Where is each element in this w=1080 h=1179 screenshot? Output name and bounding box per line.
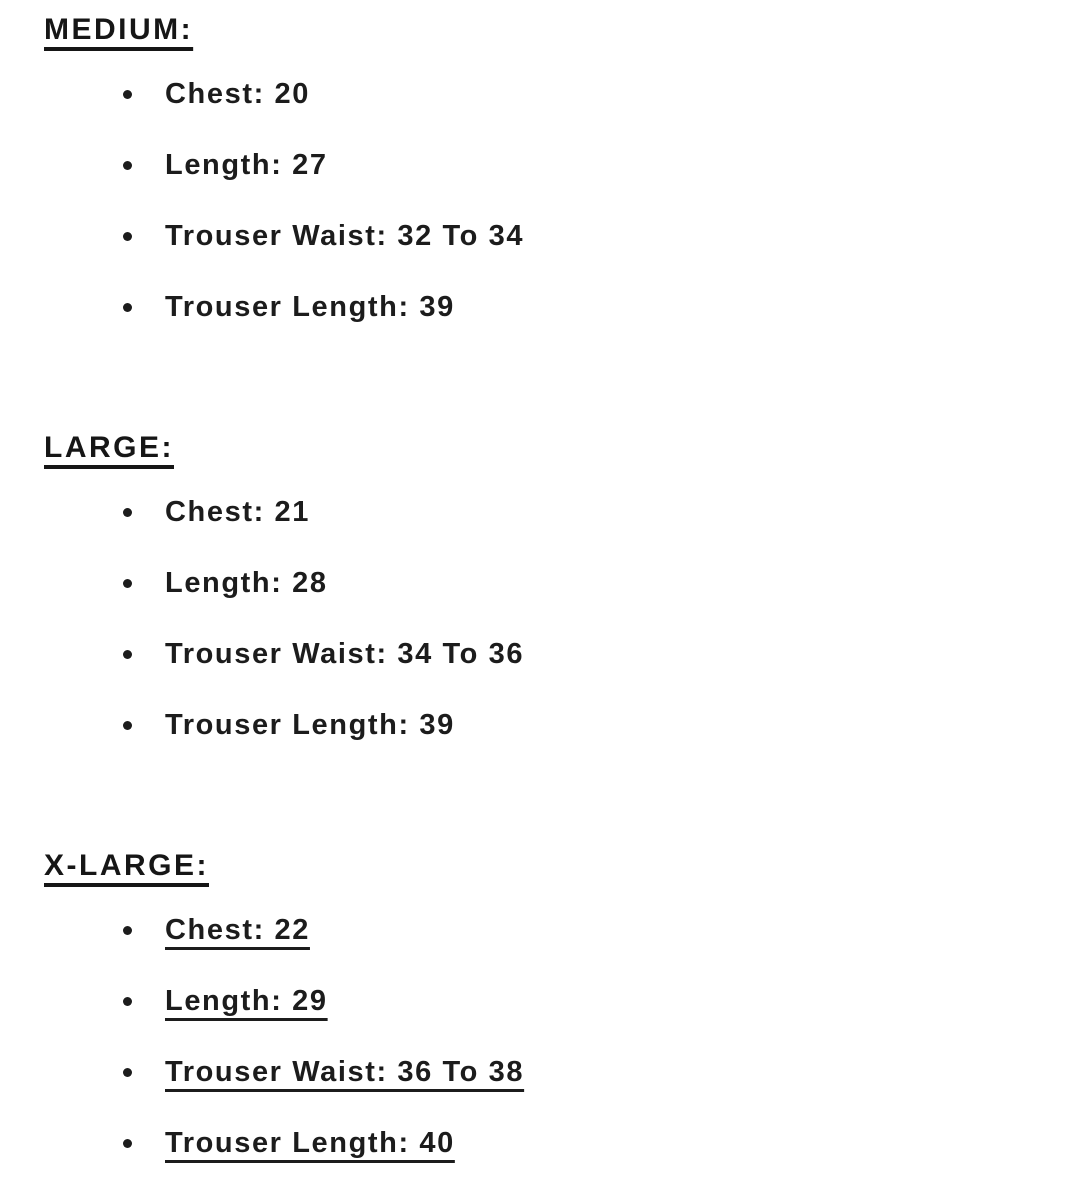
list-item (44, 709, 1060, 741)
list-item (44, 638, 1060, 670)
measure-list (44, 78, 1060, 323)
size-section-large (44, 431, 1060, 741)
bullet-icon (123, 1139, 132, 1148)
list-item (44, 985, 1060, 1017)
size-section-x-large (44, 849, 1060, 1159)
measurement-text: Length: 27 (165, 149, 328, 181)
measurement-text: Trouser Waist: 34 To 36 (165, 638, 525, 670)
bullet-icon (123, 650, 132, 659)
measure-list (44, 914, 1060, 1159)
list-item (44, 1056, 1060, 1088)
measurement-text: Trouser Length: 39 (165, 709, 455, 741)
bullet-icon (123, 721, 132, 730)
size-chart (44, 13, 1060, 1159)
measurement-text: Trouser Waist: 36 To 38 (165, 1056, 525, 1088)
size-section-heading: MEDIUM: (44, 13, 194, 46)
measurement-text: Length: 29 (165, 985, 328, 1017)
bullet-icon (123, 579, 132, 588)
measurement-text: Chest: 22 (165, 914, 310, 946)
measure-list (44, 496, 1060, 741)
list-item (44, 291, 1060, 323)
bullet-icon (123, 1068, 132, 1077)
list-item (44, 220, 1060, 252)
list-item (44, 567, 1060, 599)
bullet-icon (123, 232, 132, 241)
list-item (44, 914, 1060, 946)
bullet-icon (123, 161, 132, 170)
measurement-text: Chest: 20 (165, 78, 310, 110)
list-item (44, 1127, 1060, 1159)
size-section-heading: LARGE: (44, 431, 174, 464)
measurement-text: Trouser Length: 39 (165, 291, 455, 323)
measurement-text: Chest: 21 (165, 496, 310, 528)
list-item (44, 149, 1060, 181)
list-item (44, 78, 1060, 110)
size-section-medium (44, 13, 1060, 323)
bullet-icon (123, 997, 132, 1006)
size-section-heading: X-LARGE: (44, 849, 209, 882)
list-item (44, 496, 1060, 528)
bullet-icon (123, 926, 132, 935)
bullet-icon (123, 303, 132, 312)
measurement-text: Trouser Waist: 32 To 34 (165, 220, 525, 252)
measurement-text: Trouser Length: 40 (165, 1127, 455, 1159)
bullet-icon (123, 508, 132, 517)
bullet-icon (123, 90, 132, 99)
measurement-text: Length: 28 (165, 567, 328, 599)
